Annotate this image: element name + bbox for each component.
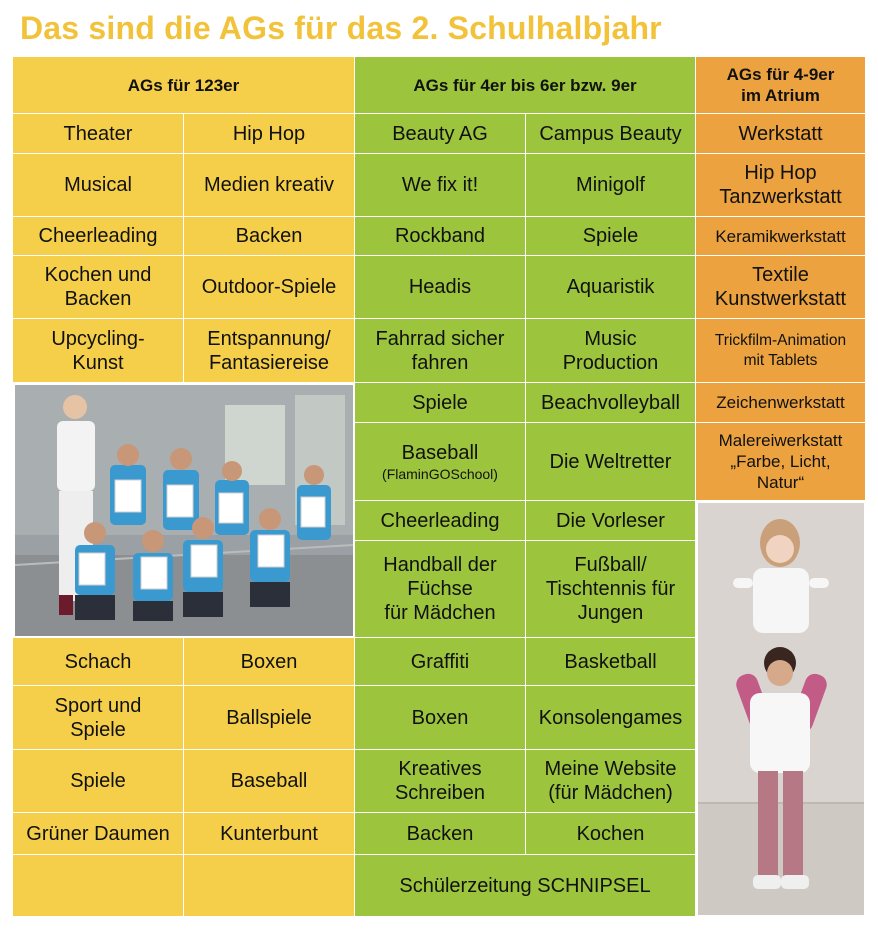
ag-123-cell: Schach — [13, 638, 184, 686]
ag-123-cell: Grüner Daumen — [13, 813, 184, 855]
ag-4-9-cell: Zeichenwerkstatt — [696, 383, 866, 423]
ag-4-6-cell: Basketball — [526, 638, 696, 686]
ag-4-6-cell: Beauty AG — [355, 114, 526, 154]
ag-123-cell: Backen — [184, 217, 355, 256]
ag-4-6-cell: Handball der Füchse für Mädchen — [355, 541, 526, 638]
ag-123-cell: Medien kreativ — [184, 154, 355, 217]
ag-4-6-cell: We fix it! — [355, 154, 526, 217]
ag-4-6-cell-baseball — [355, 423, 526, 501]
ag-4-6-cell: Meine Website (für Mädchen) — [526, 750, 696, 813]
ag-4-9-cell: Textile Kunstwerkstatt — [696, 256, 866, 319]
page-title: Das sind die AGs für das 2. Schulhalbjahr — [20, 10, 662, 46]
ag-4-6-cell-wide: Schülerzeitung SCHNIPSEL — [355, 855, 696, 917]
ag-4-6-cell: Music Production — [526, 319, 696, 383]
ag-4-6-cell: Aquaristik — [526, 256, 696, 319]
ag-123-cell: Outdoor-Spiele — [184, 256, 355, 319]
ag-4-9-cell: Trickfilm-Animation mit Tablets — [696, 319, 866, 383]
ag-123-cell: Upcycling- Kunst — [13, 319, 184, 383]
ag-4-6-cell: Kreatives Schreiben — [355, 750, 526, 813]
ag-4-6-cell: Fahrrad sicher fahren — [355, 319, 526, 383]
ag-4-6-cell: Die Vorleser — [526, 501, 696, 541]
empty-cell — [13, 855, 184, 917]
baseball-group-photo — [13, 383, 355, 638]
ag-123-cell: Kunterbunt — [184, 813, 355, 855]
ag-123-cell: Spiele — [13, 750, 184, 813]
ag-123-cell: Kochen und Backen — [13, 256, 184, 319]
empty-cell — [184, 855, 355, 917]
ag-4-6-cell: Boxen — [355, 686, 526, 750]
ag-4-9-cell: Werkstatt — [696, 114, 866, 154]
ag-123-cell: Sport und Spiele — [13, 686, 184, 750]
ag-4-6-cell: Konsolengames — [526, 686, 696, 750]
ag-4-6-cell: Beachvolleyball — [526, 383, 696, 423]
ag-123-cell: Entspannung/ Fantasiereise — [184, 319, 355, 383]
ag-4-6-cell: Kochen — [526, 813, 696, 855]
ag-123-cell: Baseball — [184, 750, 355, 813]
ag-4-6-cell: Die Weltretter — [526, 423, 696, 501]
ag-4-6-cell: Campus Beauty — [526, 114, 696, 154]
ag-4-6-cell: Minigolf — [526, 154, 696, 217]
ag-4-6-cell: Cheerleading — [355, 501, 526, 541]
ag-4-6-cell: Fußball/ Tischtennis für Jungen — [526, 541, 696, 638]
ag-4-9-cell: Malereiwerkstatt „Farbe, Licht, Natur“ — [696, 423, 866, 501]
ag-4-6-cell: Graffiti — [355, 638, 526, 686]
ag-4-9-cell: Hip Hop Tanzwerkstatt — [696, 154, 866, 217]
ag-123-cell: Boxen — [184, 638, 355, 686]
ag-4-6-cell: Spiele — [355, 383, 526, 423]
ag-123-cell: Hip Hop — [184, 114, 355, 154]
header-ags-4-6er: AGs für 4er bis 6er bzw. 9er — [355, 57, 696, 114]
girls-photo — [696, 501, 866, 917]
header-ags-123er: AGs für 123er — [13, 57, 355, 114]
ag-4-6-label: Baseball — [401, 441, 479, 464]
ag-123-cell: Ballspiele — [184, 686, 355, 750]
photo-icon — [698, 503, 864, 915]
ag-123-cell: Theater — [13, 114, 184, 154]
ag-4-6-cell: Rockband — [355, 217, 526, 256]
header-ags-4-9er: AGs für 4-9er im Atrium — [696, 57, 866, 114]
ag-4-6-cell: Headis — [355, 256, 526, 319]
photo-icon — [15, 385, 353, 636]
ag-4-9-cell: Keramikwerkstatt — [696, 217, 866, 256]
ag-4-6-sublabel: (FlaminGOSchool) — [382, 465, 498, 482]
ag-4-6-cell: Spiele — [526, 217, 696, 256]
ag-123-cell: Cheerleading — [13, 217, 184, 256]
ag-123-cell: Musical — [13, 154, 184, 217]
ag-4-6-cell: Backen — [355, 813, 526, 855]
